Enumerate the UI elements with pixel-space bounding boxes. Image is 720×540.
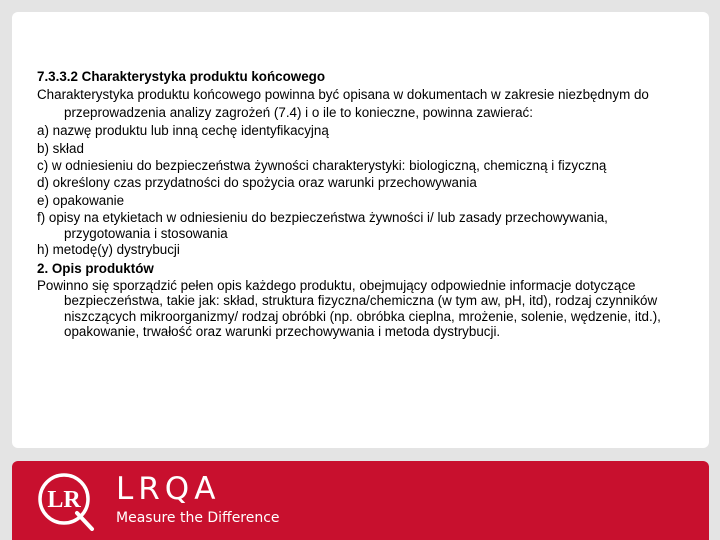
lr-logo-icon: [36, 471, 96, 531]
list-item-h: h) metodę(y) dystrybucji: [37, 242, 180, 258]
section2-heading: 2. Opis produktów: [37, 260, 154, 276]
list-item-d: d) określony czas przydatności do spożycia oraz warunki przechowywania: [37, 175, 477, 191]
section2-body: Powinno się sporządzić pełen opis każdego produktu, obejmujący odpowiednie informacje dotyczące bezpieczeństwa, takie jak: skład, struktura fizyczna/chemiczna (w tym aw, pH, itd), rodzaj czynników niszczących mikroorganizmy/ rodzaj obróbki (np. obróbka cieplna, mrożenie, solenie, wędzenie, itd.), opakowanie, trwałość oraz warunki przechowywania i metoda dystrybucji.: [37, 277, 661, 340]
list-item-e: e) opakowanie: [37, 193, 125, 209]
list-item-b: b) skład: [37, 141, 84, 157]
list-item-c: c) w odniesieniu do bezpieczeństwa żywności charakterystyki: biologiczną, chemiczną i fizyczną: [37, 158, 607, 174]
list-item-f: f) opisy na etykietach w odniesieniu do bezpieczeństwa żywności i/ lub zasady przechowywania, przygotowania i stosowania: [37, 210, 608, 241]
brand-name: LRQA: [116, 471, 221, 507]
content-panel: [12, 12, 709, 448]
list-item-a: a) nazwę produktu lub inną cechę identyfikacyjną: [37, 123, 329, 139]
section1-intro: Charakterystyka produktu końcowego powinna być opisana w dokumentach w zakresie niezbędnym do przeprowadzenia analizy zagrożeń (7.4) i o ile to konieczne, powinna zawierać:: [37, 87, 649, 121]
brand-footer-bar: [12, 461, 709, 540]
brand-tagline: Measure the Difference: [116, 510, 280, 526]
document-text: [37, 68, 697, 340]
lr-logo-text: LR: [47, 487, 81, 513]
section1-heading: 7.3.3.2 Charakterystyka produktu końcowego: [37, 69, 325, 84]
